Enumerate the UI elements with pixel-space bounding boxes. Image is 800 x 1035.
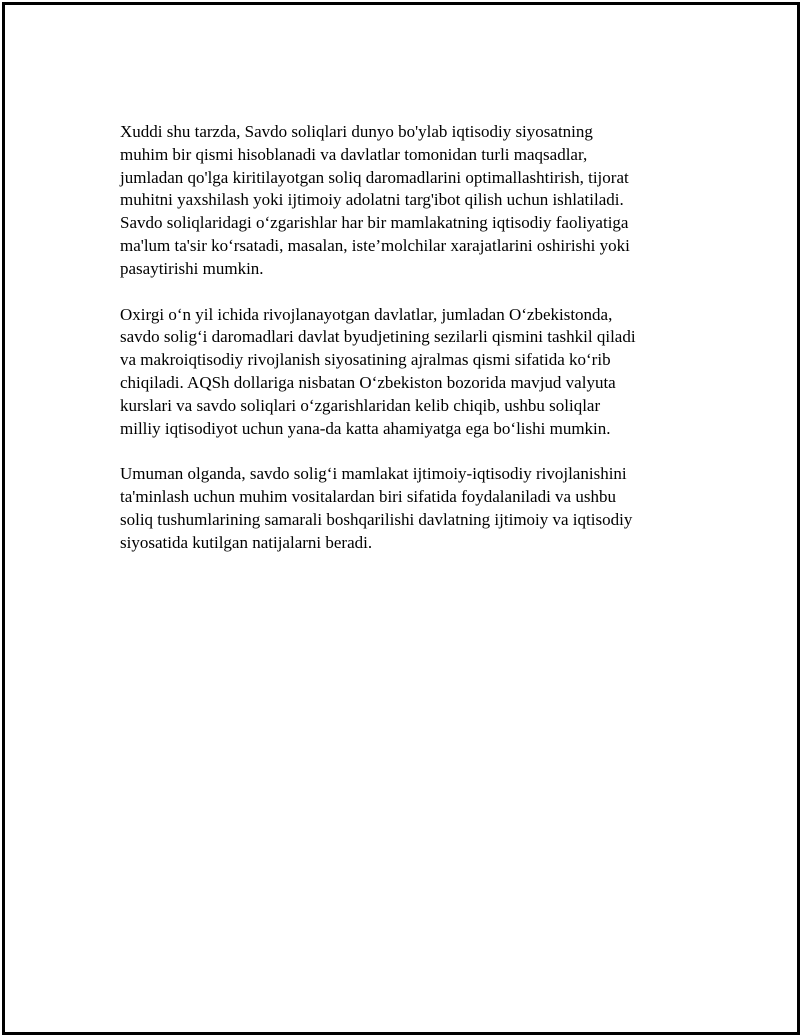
text-line: jumladan qo'lga kiritilayotgan soliq daromadlarini optimallashtirish, tijorat: [120, 167, 629, 187]
text-line: va makroiqtisodiy rivojlanish siyosatining ajralmas qismi sifatida ko‘rib: [120, 350, 611, 370]
text-line: milliy iqtisodiyot uchun yana-da katta ahamiyatga ega bo‘lishi mumkin.: [120, 418, 611, 438]
text-line: chiqiladi. AQSh dollariga nisbatan O‘zbekiston bozorida mavjud valyuta: [120, 372, 616, 392]
text-line: soliq tushumlarining samarali boshqarilishi davlatning ijtimoiy va iqtisodiy: [120, 509, 633, 529]
paragraph-1: [120, 121, 690, 281]
text-line: savdo solig‘i daromadlari davlat byudjetining sezilarli qismini tashkil qiladi: [120, 327, 636, 347]
text-line: Xuddi shu tarzda, Savdo soliqlari dunyo bo'ylab iqtisodiy siyosatning: [120, 122, 593, 141]
text-line: siyosatida kutilgan natijalarni beradi.: [120, 532, 373, 552]
text-line: Umuman olganda, savdo solig‘i mamlakat ijtimoiy-iqtisodiy rivojlanishini: [120, 464, 627, 484]
text-line: muhim bir qismi hisoblanadi va davlatlar tomonidan turli maqsadlar,: [120, 144, 588, 164]
text-line: kurslari va savdo soliqlari o‘zgarishlaridan kelib chiqib, ushbu soliqlar: [120, 395, 601, 415]
paragraph-3: [120, 463, 690, 554]
paragraph-2: [120, 304, 690, 441]
page-border: [2, 2, 800, 1035]
text-line: Oxirgi o‘n yil ichida rivojlanayotgan davlatlar, jumladan O‘zbekistonda,: [120, 304, 613, 324]
text-line: muhitni yaxshilash yoki ijtimoiy adolatni targ'ibot qilish uchun ishlatiladi.: [120, 190, 624, 210]
text-line: ta'minlash uchun muhim vositalardan biri sifatida foydalaniladi va ushbu: [120, 487, 616, 507]
text-line: Savdo soliqlaridagi o‘zgarishlar har bir mamlakatning iqtisodiy faoliyatiga: [120, 213, 629, 233]
text-line: pasaytirishi mumkin.: [120, 258, 264, 278]
document-body: [120, 121, 690, 578]
text-line: ma'lum ta'sir ko‘rsatadi, masalan, iste’molchilar xarajatlarini oshirishi yoki: [120, 235, 630, 255]
